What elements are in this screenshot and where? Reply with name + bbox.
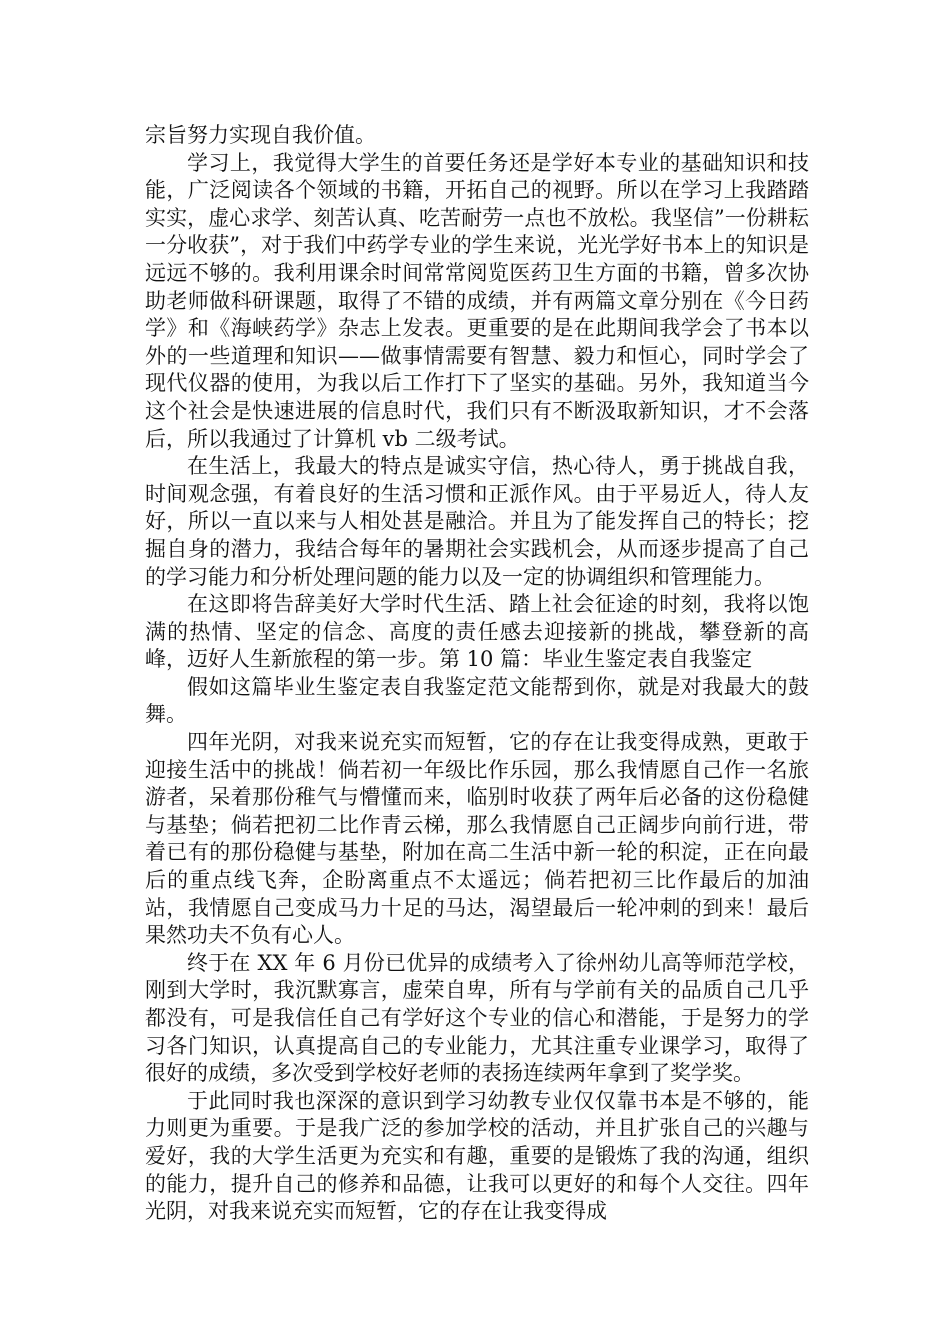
paragraph-6: 四年光阴，对我来说充实而短暂，它的存在让我变得成熟，更敢于迎接生活中的挑战！倘若初一年级比作乐园，那么我情愿自己作一名旅游者，呆着那份稚气与懵懂而来，临别时收获了两年后必备的这份稳健与基垫；倘若把初二比作青云梯，那么我情愿自己正阔步向前行进，带着已有的那份稳健与基垫，附加在高二生活中新一轮的积淀，正在向最后的重点线飞奔，企盼离重点不太遥远；倘若把初三比作最后的加油站，我情愿自己变成马力十足的马达，渴望最后一轮冲刺的到来！最后果然功夫不负有心人。 [145,730,809,948]
paragraph-7: 终于在 XX 年 6 月份已优异的成绩考入了徐州幼儿高等师范学校，刚到大学时，我沉默寡言，虚荣自卑，所有与学前有关的品质自己几乎都没有，可是我信任自己有学好这个专业的信心和潜能，于是努力的学习各门知识，认真提高自己的专业能力，尤其注重专业课学习，取得了很好的成绩，多次受到学校好老师的表扬连续两年拿到了奖学奖。 [145,950,809,1086]
paragraph-2: 学习上，我觉得大学生的首要任务还是学好本专业的基础知识和技能，广泛阅读各个领域的书籍，开拓自己的视野。所以在学习上我踏踏实实，虚心求学、刻苦认真、吃苦耐劳一点也不放松。我坚信”一份耕耘一分收获”，对于我们中药学专业的学生来说，光光学好书本上的知识是远远不够的。我利用课余时间常常阅览医药卫生方面的书籍，曾多次协助老师做科研课题，取得了不错的成绩，并有两篇文章分别在《今日药学》和《海峡药学》杂志上发表。更重要的是在此期间我学会了书本以外的一些道理和知识——做事情需要有智慧、毅力和恒心，同时学会了现代仪器的使用，为我以后工作打下了坚实的基础。另外，我知道当今这个社会是快速进展的信息时代，我们只有不断汲取新知识，才不会落后，所以我通过了计算机 vb 二级考试。 [145,150,809,451]
paragraph-8: 于此同时我也深深的意识到学习幼教专业仅仅靠书本是不够的，能力则更为重要。于是我广泛的参加学校的活动，并且扩张自己的兴趣与爱好，我的大学生活更为充实和有趣，重要的是锻炼了我的沟通，组织的能力，提升自己的修养和品德，让我可以更好的和每个人交往。四年光阴，对我来说充实而短暂，它的存在让我变得成 [145,1088,809,1224]
paragraph-5: 假如这篇毕业生鉴定表自我鉴定范文能帮到你，就是对我最大的鼓舞。 [145,674,809,727]
document-body [145,122,809,1226]
paragraph-3: 在生活上，我最大的特点是诚实守信，热心待人，勇于挑战自我，时间观念强，有着良好的生活习惯和正派作风。由于平易近人，待人友好，所以一直以来与人相处甚是融洽。并且为了能发挥自己的特长；挖掘自身的潜力，我结合每年的暑期社会实践机会，从而逐步提高了自己的学习能力和分析处理问题的能力以及一定的协调组织和管理能力。 [145,454,809,589]
paragraph-1: 宗旨努力实现自我价值。 [145,123,376,147]
paragraph-4: 在这即将告辞美好大学时代生活、踏上社会征途的时刻，我将以饱满的热情、坚定的信念、高度的责任感去迎接新的挑战，攀登新的高峰，迈好人生新旅程的第一步。第 10 篇：毕业生鉴定表自我鉴定 [145,592,809,672]
